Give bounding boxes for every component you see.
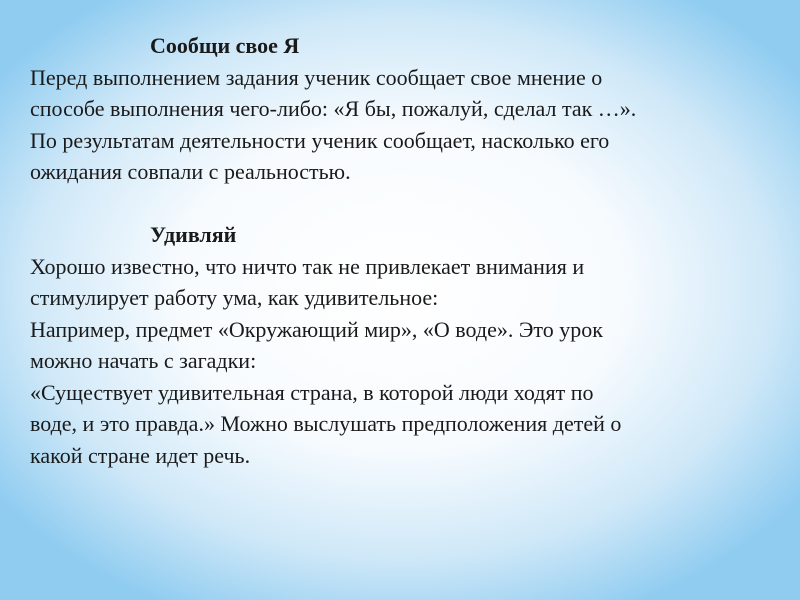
section-title-surprise: Удивляй [150, 222, 237, 247]
section-title-share-self: Сообщи свое Я [150, 33, 300, 58]
paragraph-line: Хорошо известно, что ничто так не привлекает внимания и [30, 253, 585, 279]
paragraph-line: можно начать с загадки: [30, 348, 257, 373]
section-spacer [30, 188, 780, 220]
paragraph-line: способе выполнения чего-либо: «Я бы, пожалуй, сделал так …». [30, 96, 637, 121]
paragraph-line: какой стране идет речь. [30, 442, 251, 468]
slide-text-block [30, 30, 780, 471]
paragraph-line: По результатам деятельности ученик сообщает, насколько его [30, 127, 610, 153]
paragraph-line: «Существует удивительная страна, в которой люди ходят по [30, 379, 594, 405]
paragraph-line: Перед выполнением задания ученик сообщает свое мнение о [30, 64, 603, 90]
paragraph-line: ожидания совпали с реальностью. [30, 159, 351, 184]
paragraph-line: стимулирует работу ума, как удивительное: [30, 285, 439, 310]
paragraph-line: Например, предмет «Окружающий мир», «О воде». Это урок [30, 316, 603, 342]
paragraph-line: воде, и это правда.» Можно выслушать предположения детей о [30, 411, 622, 436]
